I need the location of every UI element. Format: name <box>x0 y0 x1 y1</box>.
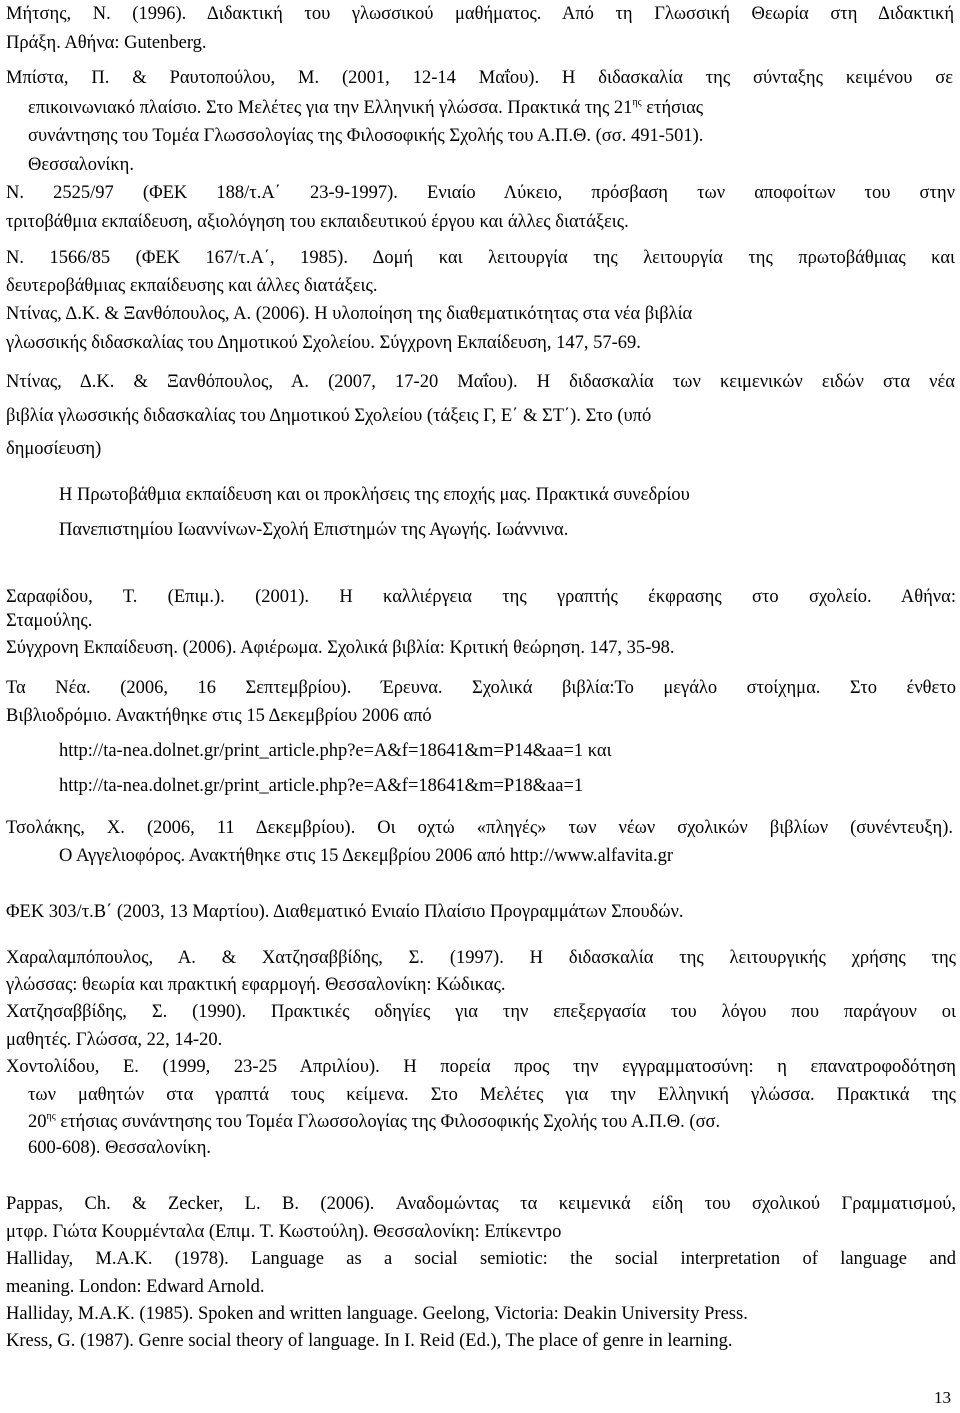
reference-text: ετήσιας <box>646 98 704 118</box>
reference-line: δημοσίευση) <box>6 439 102 459</box>
reference-text: ετήσιας συνάντησης του Τομέα Γλωσσολογίας της Φιλοσοφικής Σχολής του Α.Π.Θ. (σσ. <box>60 1112 721 1132</box>
ordinal-superscript: ης <box>46 1111 56 1122</box>
ordinal-superscript: ης <box>632 97 642 108</box>
reference-line: γλωσσικής διδασκαλίας του Δημοτικού Σχολείου. Σύγχρονη Εκπαίδευση, 147, 57-69. <box>6 333 641 353</box>
reference-line: μαθητές. Γλώσσα, 22, 14-20. <box>6 1030 223 1050</box>
reference-line: Τσολάκης, Χ. (2006, 11 Δεκεμβρίου). Οι οχτώ «πληγές» των νέων σχολικών βιβλίων (συνέντευξη). <box>6 818 953 838</box>
reference-line: Χαραλαμπόπουλος, Α. & Χατζησαββίδης, Σ. (1997). Η διδασκαλία της λειτουργικής χρήσης της <box>6 948 956 968</box>
reference-line: Χοντολίδου, Ε. (1999, 23-25 Απριλίου). Η πορεία προς την εγγραμματοσύνη: η επανατροφοδότηση <box>6 1057 956 1077</box>
reference-line: συνάντησης του Τομέα Γλωσσολογίας της Φιλοσοφικής Σχολής του Α.Π.Θ. (σσ. 491-501). <box>28 126 704 146</box>
reference-line: των μαθητών στα γραπτά τους κείμενα. Στο Μελέτες για την Ελληνική γλώσσα. Πρακτικά της <box>28 1085 956 1105</box>
reference-line: 600-608). Θεσσαλονίκη. <box>28 1138 212 1158</box>
reference-line: ΦΕΚ 303/τ.Β΄ (2003, 13 Μαρτίου). Διαθεματικό Ενιαίο Πλαίσιο Προγραμμάτων Σπουδών. <box>6 902 684 922</box>
reference-line: Πανεπιστημίου Ιωαννίνων-Σχολή Επιστημών της Αγωγής. Ιωάννινα. <box>59 520 569 540</box>
reference-line: γλώσσας: θεωρία και πρακτική εφαρμογή. Θεσσαλονίκη: Κώδικας. <box>6 975 506 995</box>
reference-line: Χατζησαββίδης, Σ. (1990). Πρακτικές οδηγίες για την επεξεργασία του λόγου που παράγουν οι <box>6 1002 956 1022</box>
reference-line: Ο Αγγελιοφόρος. Ανακτήθηκε στις 15 Δεκεμβρίου 2006 από http://www.alfavita.gr <box>59 846 674 866</box>
reference-line: Σύγχρονη Εκπαίδευση. (2006). Αφιέρωμα. Σχολικά βιβλία: Κριτική θεώρηση. 147, 35-98. <box>6 638 675 658</box>
reference-line: meaning. London: Edward Arnold. <box>6 1277 265 1297</box>
reference-text: επικοινωνιακό πλαίσιο. Στο Μελέτες για την Ελληνική γλώσσα. Πρακτικά της 21 <box>28 98 633 118</box>
reference-line: Μήτσης, Ν. (1996). Διδακτική του γλωσσικού μαθήματος. Από τη Γλωσσική Θεωρία στη Διδακτική <box>6 4 954 24</box>
reference-line-with-superscript <box>28 98 703 118</box>
reference-line: Βιβλιοδρόμιο. Ανακτήθηκε στις 15 Δεκεμβρίου 2006 από <box>6 706 432 726</box>
reference-line: Ντίνας, Δ.Κ. & Ξανθόπουλος, Α. (2006). Η υλοποίηση της διαθεματικότητας στα νέα βιβλία <box>6 304 693 324</box>
reference-line: Τα Νέα. (2006, 16 Σεπτεμβρίου). Έρευνα. Σχολικά βιβλία:Το μεγάλο στοίχημα. Στο ένθετο <box>6 678 956 698</box>
reference-line: Ντίνας, Δ.Κ. & Ξανθόπουλος, Α. (2007, 17-20 Μαΐου). Η διδασκαλία των κειμενικών ειδών στα νέα <box>6 372 955 392</box>
reference-line: Η Πρωτοβάθμια εκπαίδευση και οι προκλήσεις της εποχής μας. Πρακτικά συνεδρίου <box>59 485 690 505</box>
url-line: http://ta-nea.dolnet.gr/print_article.php?e=A&f=18641&m=P14&aa=1 και <box>59 741 612 761</box>
reference-line: Pappas, Ch. & Zecker, L. B. (2006). Αναδομώντας τα κειμενικά είδη του σχολικού Γραμματισμού, <box>6 1194 956 1214</box>
page-number: 13 <box>934 1388 951 1407</box>
reference-line: δευτεροβάθμιας εκπαίδευσης και άλλες διατάξεις. <box>6 276 378 296</box>
reference-line: Kress, G. (1987). Genre social theory of language. In I. Reid (Ed.), The place of genre in learning. <box>6 1331 733 1351</box>
reference-line-with-superscript <box>28 1112 720 1132</box>
reference-line: Πράξη. Αθήνα: Gutenberg. <box>6 33 207 53</box>
reference-line: Halliday, M.A.K. (1978). Language as a social semiotic: the social interpretation of language and <box>6 1249 956 1269</box>
reference-line: Μπίστα, Π. & Ραυτοπούλου, Μ. (2001, 12-14 Μαΐου). Η διδασκαλία της σύνταξης κειμένου σε <box>6 68 953 88</box>
reference-line: Ν. 2525/97 (ΦΕΚ 188/τ.Α΄ 23-9-1997). Ενιαίο Λύκειο, πρόσβαση των αποφοίτων του στην <box>6 183 955 203</box>
reference-line: Halliday, M.A.K. (1985). Spoken and written language. Geelong, Victoria: Deakin University Press. <box>6 1304 748 1324</box>
reference-text: 20 <box>28 1112 47 1132</box>
reference-line: Ν. 1566/85 (ΦΕΚ 167/τ.Α΄, 1985). Δομή και λειτουργία της λειτουργία της πρωτοβάθμιας και <box>6 248 955 268</box>
reference-line: Θεσσαλονίκη. <box>28 155 134 175</box>
reference-line: Σταμούλης. <box>6 611 93 631</box>
url-line: http://ta-nea.dolnet.gr/print_article.php?e=A&f=18641&m=P18&aa=1 <box>59 776 584 796</box>
reference-line: τριτοβάθμια εκπαίδευση, αξιολόγηση του εκπαιδευτικού έργου και άλλες διατάξεις. <box>6 212 629 232</box>
reference-line: βιβλία γλωσσικής διδασκαλίας του Δημοτικού Σχολείου (τάξεις Γ, Ε΄ & ΣΤ΄). Στο (υπό <box>6 406 652 426</box>
reference-line: Σαραφίδου, Τ. (Επιμ.). (2001). Η καλλιέργεια της γραπτής έκφρασης στο σχολείο. Αθήνα: <box>6 587 956 607</box>
reference-line: μτφρ. Γιώτα Κουρμένταλα (Επιμ. Τ. Κωστούλη). Θεσσαλονίκη: Επίκεντρο <box>6 1222 562 1242</box>
